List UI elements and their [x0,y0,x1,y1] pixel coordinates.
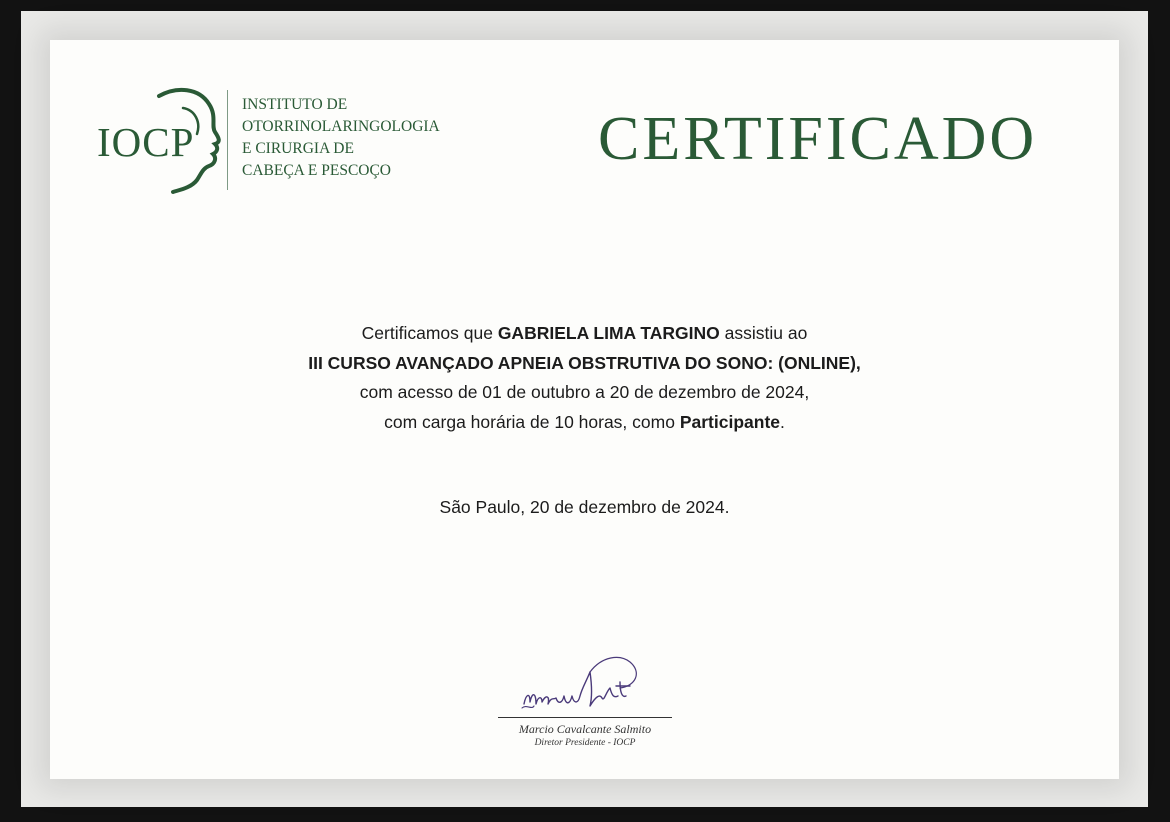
logo-institute-name [242,94,440,182]
participant-role: Participante [679,411,781,432]
logo-divider [227,90,228,190]
workload-suffix: . [780,411,785,432]
signature-line [498,717,672,718]
line1-prefix: Certificamos que [361,323,498,343]
logo-line-2: OTORRINOLARINGOLOGIA [242,118,440,135]
logo-mark: IOCP [97,119,195,165]
logo-line-3: E CIRURGIA DE [242,140,354,157]
certificate-body [50,319,1119,437]
signatory-title: Diretor Presidente - IOCP [534,738,636,748]
certificate-page [50,40,1119,779]
course-title: III CURSO AVANÇADO APNEIA OBSTRUTIVA DO SONO: (ONLINE), [308,352,861,373]
body-line-1 [50,319,1119,349]
place-date: São Paulo, 20 de dezembro de 2024. [439,497,730,517]
logo-line-4: CABEÇA E PESCOÇO [242,162,392,179]
certificate-title: CERTIFICADO [598,105,1038,173]
signatory-name: Marcio Cavalcante Salmito [518,722,652,736]
body-line-4 [50,408,1119,438]
line1-suffix: assistiu ao [719,323,808,343]
access-period: com acesso de 01 de outubro a 20 de dezembro de 2024, [359,382,810,402]
iocp-logo [97,86,477,196]
workload-prefix: com carga horária de 10 horas, como [384,411,680,432]
course-name [50,349,1119,379]
face-profile-icon [137,86,227,196]
signature-block [498,652,673,762]
participant-name: GABRIELA LIMA TARGINO [497,323,720,343]
logo-line-1: INSTITUTO DE [242,96,348,113]
handwritten-signature [516,652,646,720]
